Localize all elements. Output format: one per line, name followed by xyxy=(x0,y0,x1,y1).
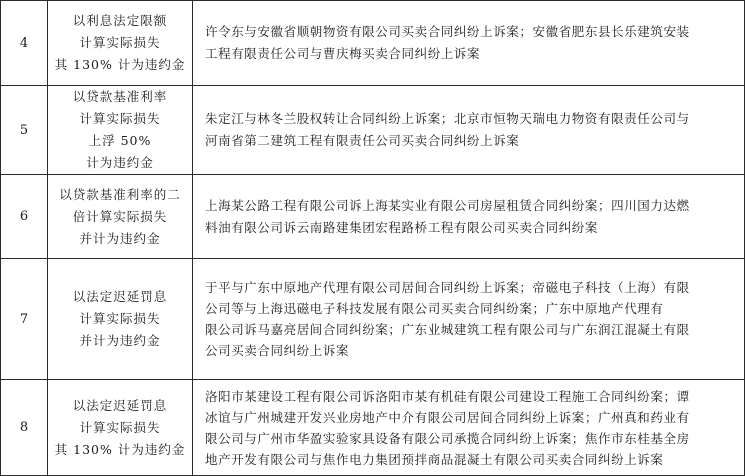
row-number: 6 xyxy=(1,175,48,259)
case-line: 料油有限公司诉云南路建集团宏程路桥工程有限公司买卖合同纠纷案 xyxy=(205,219,599,235)
loss-basis-cell xyxy=(48,1,193,86)
cases-cell xyxy=(193,1,745,86)
case-line: 河南省第二建筑工程有限责任公司买卖合同纠纷上诉案 xyxy=(205,133,520,148)
basis-line: 其 130% 计为违约金 xyxy=(54,57,186,72)
basis-line: 计算实际损失 xyxy=(79,311,161,326)
case-line: 限公司与广州市华盈实验家具设备有限公司承揽合同纠纷上诉案；焦作市东桂基全房 xyxy=(205,430,690,446)
case-line: 公司等与上海迅磁电子科技发展有限公司买卖合同纠纷案；广东中原地产代理有 xyxy=(205,301,664,316)
loss-basis-cell xyxy=(48,175,193,259)
basis-line: 计算实际损失 xyxy=(79,111,161,126)
case-line: 洛阳市某建设工程有限公司诉洛阳市某有机硅有限公司建设工程施工合同纠纷案；谭 xyxy=(205,388,690,404)
case-line: 许令东与安徽省顺朝物资有限公司买卖合同纠纷上诉案；安徽省肥东县长乐建筑安装 xyxy=(205,24,690,39)
loss-basis-cell xyxy=(48,259,193,380)
loss-basis-cell xyxy=(48,380,193,476)
basis-line: 以贷款基准利率 xyxy=(72,89,168,104)
case-line: 朱定江与林冬兰股权转让合同纠纷上诉案；北京市恒物天瑞电力物资有限责任公司与 xyxy=(205,111,690,126)
case-line: 于平与广东中原地产代理有限公司居间合同纠纷上诉案；帝磁电子科技（上海）有限 xyxy=(205,280,690,295)
case-line: 冰谊与广州城建开发兴业房地产中介有限公司居间合同纠纷上诉案；广州真和药业有 xyxy=(205,409,690,425)
table-row xyxy=(1,86,745,175)
basis-line: 并计为违约金 xyxy=(79,230,161,246)
cases-cell xyxy=(193,259,745,380)
row-number: 4 xyxy=(1,1,48,86)
table-row xyxy=(1,1,745,86)
basis-line: 以法定迟延罚息 xyxy=(72,397,168,413)
cases-cell xyxy=(193,380,745,476)
basis-line: 并计为违约金 xyxy=(79,333,161,348)
case-line: 公司买卖合同纠纷上诉案 xyxy=(205,343,350,358)
basis-line: 以法定迟延罚息 xyxy=(72,289,168,304)
case-line: 上海某公路工程有限公司诉上海某实业有限公司房屋租赁合同纠纷案；四川国力达燃 xyxy=(205,197,690,213)
basis-line: 以贷款基准利率的二 xyxy=(59,186,181,202)
case-line: 工程有限责任公司与曹庆梅买卖合同纠纷上诉案 xyxy=(205,46,481,61)
table-row xyxy=(1,175,745,259)
case-line: 限公司诉马嘉亮居间合同纠纷案；广东业城建筑工程有限公司与广东润江混凝土有限 xyxy=(205,322,690,337)
basis-line: 倍计算实际损失 xyxy=(72,208,168,224)
loss-basis-cell xyxy=(48,86,193,175)
basis-line: 计算实际损失 xyxy=(79,419,161,435)
basis-line: 计为违约金 xyxy=(86,155,154,170)
case-line: 地产开发有限公司与焦作电力集团预拌商品混凝土有限公司买卖合同纠纷上诉案 xyxy=(205,451,664,467)
basis-line: 以利息法定限额 xyxy=(72,13,168,28)
cases-cell xyxy=(193,175,745,259)
table-row xyxy=(1,380,745,476)
basis-line: 上浮 50% xyxy=(88,133,152,148)
basis-line: 计算实际损失 xyxy=(79,35,161,50)
basis-line: 其 130% 计为违约金 xyxy=(54,441,186,457)
cases-cell xyxy=(193,86,745,175)
row-number: 5 xyxy=(1,86,48,175)
row-number: 7 xyxy=(1,259,48,380)
table-row xyxy=(1,259,745,380)
row-number: 8 xyxy=(1,380,48,476)
